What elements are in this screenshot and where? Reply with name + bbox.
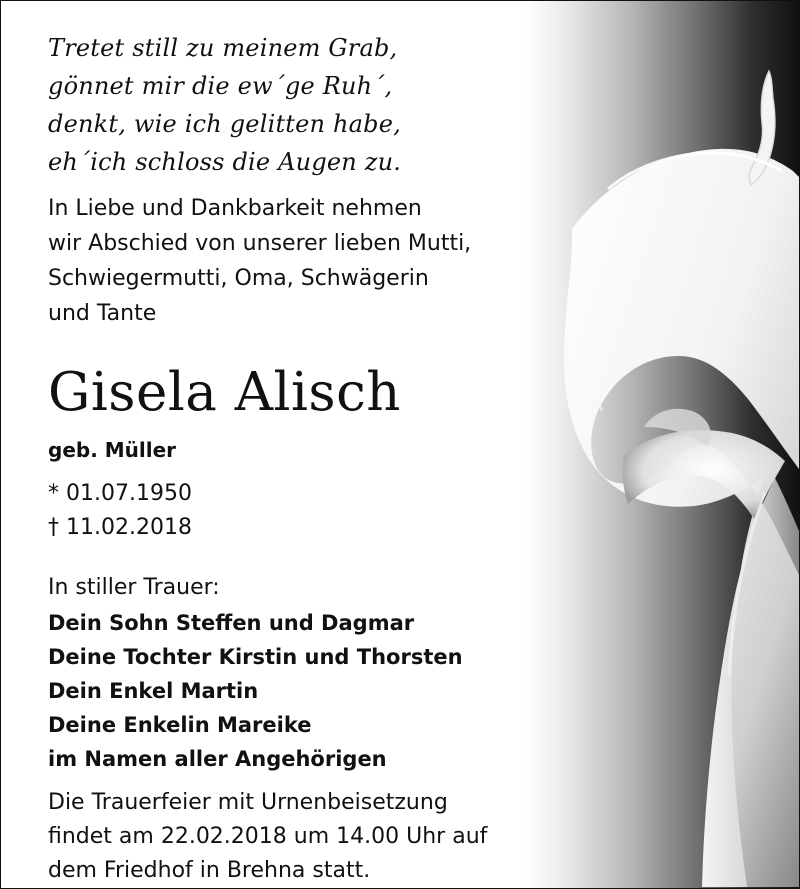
service-line: dem Friedhof in Brehna statt. bbox=[48, 858, 371, 883]
mourner-line: im Namen aller Angehörigen bbox=[48, 747, 387, 771]
poem-line: gönnet mir die ew´ge Ruh´, bbox=[48, 72, 393, 100]
calla-lily-icon bbox=[524, 1, 799, 888]
deceased-name: Gisela Alisch bbox=[48, 362, 401, 423]
birth-date: * 01.07.1950 bbox=[48, 481, 192, 506]
poem-line: Tretet still zu meinem Grab, bbox=[48, 34, 398, 62]
mourners-list bbox=[48, 606, 548, 776]
life-dates bbox=[48, 477, 548, 545]
intro-line: In Liebe und Dankbarkeit nehmen bbox=[48, 196, 422, 221]
calla-lily-image bbox=[524, 1, 799, 888]
service-details bbox=[48, 786, 548, 888]
poem-line: denkt, wie ich gelitten habe, bbox=[48, 110, 401, 138]
intro-line: und Tante bbox=[48, 301, 157, 326]
mourner-line: Dein Enkel Martin bbox=[48, 679, 259, 703]
death-date: † 11.02.2018 bbox=[48, 515, 192, 540]
birth-name: geb. Müller bbox=[48, 438, 177, 462]
mourner-line: Dein Sohn Steffen und Dagmar bbox=[48, 611, 415, 635]
intro-line: wir Abschied von unserer lieben Mutti, bbox=[48, 231, 472, 256]
service-line: findet am 22.02.2018 um 14.00 Uhr auf bbox=[48, 824, 488, 849]
mourner-line: Deine Tochter Kirstin und Thorsten bbox=[48, 645, 463, 669]
obituary-content bbox=[48, 29, 548, 888]
farewell-intro bbox=[48, 191, 548, 331]
service-line: Die Trauerfeier mit Urnenbeisetzung bbox=[48, 790, 448, 815]
poem-line: eh´ich schloss die Augen zu. bbox=[48, 148, 402, 176]
mourning-intro: In stiller Trauer: bbox=[48, 575, 220, 600]
mourner-line: Deine Enkelin Mareike bbox=[48, 713, 312, 737]
intro-line: Schwiegermutti, Oma, Schwägerin bbox=[48, 266, 429, 291]
memorial-poem bbox=[48, 29, 548, 181]
